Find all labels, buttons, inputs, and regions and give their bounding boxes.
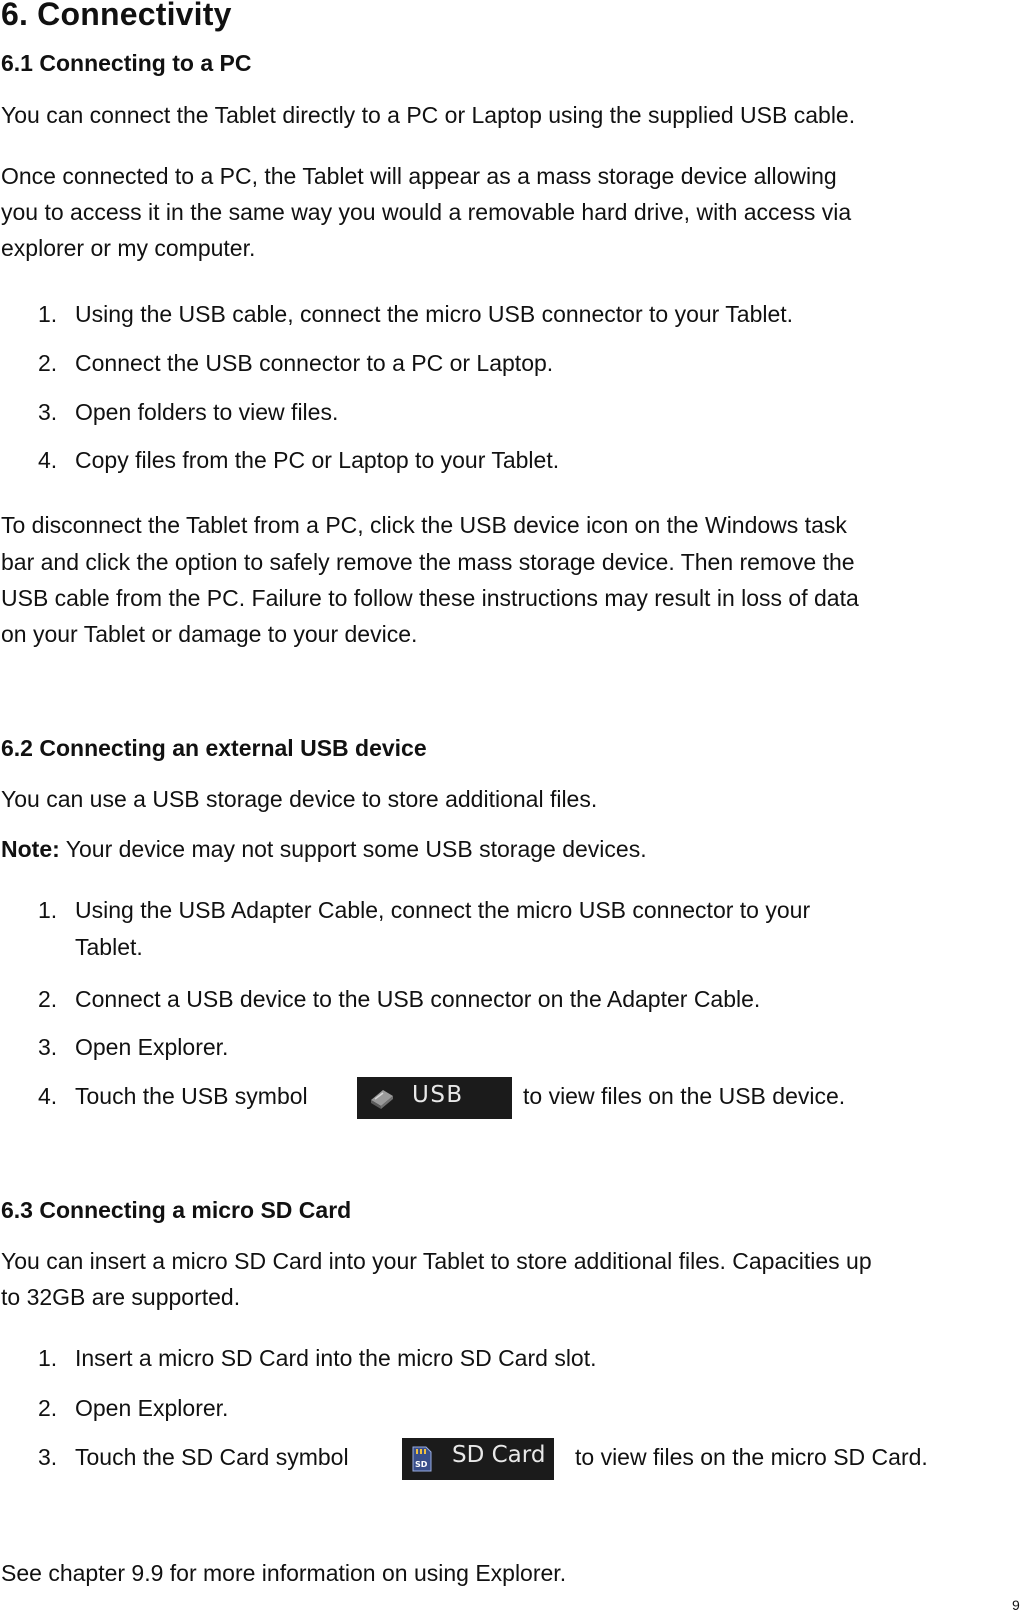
paragraph: You can connect the Tablet directly to a PC or Laptop using the supplied USB cable. — [1, 102, 856, 128]
sd-card-symbol-label: SD Card — [452, 1442, 546, 1468]
list-number: 2. — [38, 1395, 58, 1421]
list-item: Open Explorer. — [75, 1395, 229, 1421]
list-item: Using the USB cable, connect the micro USB connector to your Tablet. — [75, 301, 794, 327]
paragraph: You can use a USB storage device to store additional files. — [1, 786, 598, 812]
list-item: Connect the USB connector to a PC or Laptop. — [75, 350, 554, 376]
svg-text:SD: SD — [415, 1460, 428, 1469]
list-item: Connect a USB device to the USB connector on the Adapter Cable. — [75, 986, 761, 1012]
paragraph-line: to 32GB are supported. — [1, 1284, 241, 1310]
see-also-note: See chapter 9.9 for more information on using Explorer. — [1, 1560, 567, 1586]
heading-6-2: 6.2 Connecting an external USB device — [1, 735, 427, 761]
list-number: 4. — [38, 447, 58, 473]
list-item-continued: Tablet. — [75, 934, 143, 960]
note-text: Your device may not support some USB storage devices. — [59, 836, 647, 862]
paragraph-line: To disconnect the Tablet from a PC, click the USB device icon on the Windows task — [1, 512, 847, 538]
paragraph-line: explorer or my computer. — [1, 235, 256, 261]
list-item: Open folders to view files. — [75, 399, 339, 425]
paragraph-line: bar and click the option to safely remove the mass storage device. Then remove the — [1, 549, 855, 575]
section-title: 6. Connectivity — [1, 0, 232, 32]
list-item: Copy files from the PC or Laptop to your Tablet. — [75, 447, 560, 473]
list-number: 1. — [38, 301, 58, 327]
list-item: Touch the SD Card symbol — [75, 1444, 349, 1470]
paragraph-line: on your Tablet or damage to your device. — [1, 621, 418, 647]
sd-card-symbol — [402, 1438, 554, 1480]
list-item: Using the USB Adapter Cable, connect the micro USB connector to your — [75, 897, 811, 923]
heading-6-3: 6.3 Connecting a micro SD Card — [1, 1197, 352, 1223]
list-number: 3. — [38, 1444, 58, 1470]
note-label: Note: — [1, 836, 60, 862]
list-number: 3. — [38, 1034, 58, 1060]
note — [1, 831, 647, 867]
list-item-tail: to view files on the micro SD Card. — [575, 1444, 928, 1470]
list-number: 2. — [38, 350, 58, 376]
list-number: 3. — [38, 399, 58, 425]
usb-drive-icon — [369, 1086, 395, 1110]
paragraph-line: You can insert a micro SD Card into your Tablet to store additional files. Capacities up — [1, 1248, 872, 1274]
list-number: 2. — [38, 986, 58, 1012]
list-number: 4. — [38, 1083, 58, 1109]
page-number: 9 — [1012, 1597, 1020, 1613]
sd-card-icon — [411, 1446, 433, 1472]
paragraph-line: Once connected to a PC, the Tablet will appear as a mass storage device allowing — [1, 163, 837, 189]
paragraph-line: USB cable from the PC. Failure to follow these instructions may result in loss of data — [1, 585, 859, 611]
list-item-tail: to view files on the USB device. — [523, 1083, 846, 1109]
usb-symbol — [357, 1077, 512, 1119]
list-item: Touch the USB symbol — [75, 1083, 308, 1109]
list-item: Insert a micro SD Card into the micro SD Card slot. — [75, 1345, 597, 1371]
list-number: 1. — [38, 1345, 58, 1371]
usb-symbol-label: USB — [412, 1082, 464, 1108]
list-item: Open Explorer. — [75, 1034, 229, 1060]
list-number: 1. — [38, 897, 58, 923]
paragraph-line: you to access it in the same way you would a removable hard drive, with access via — [1, 199, 852, 225]
heading-6-1: 6.1 Connecting to a PC — [1, 50, 252, 76]
